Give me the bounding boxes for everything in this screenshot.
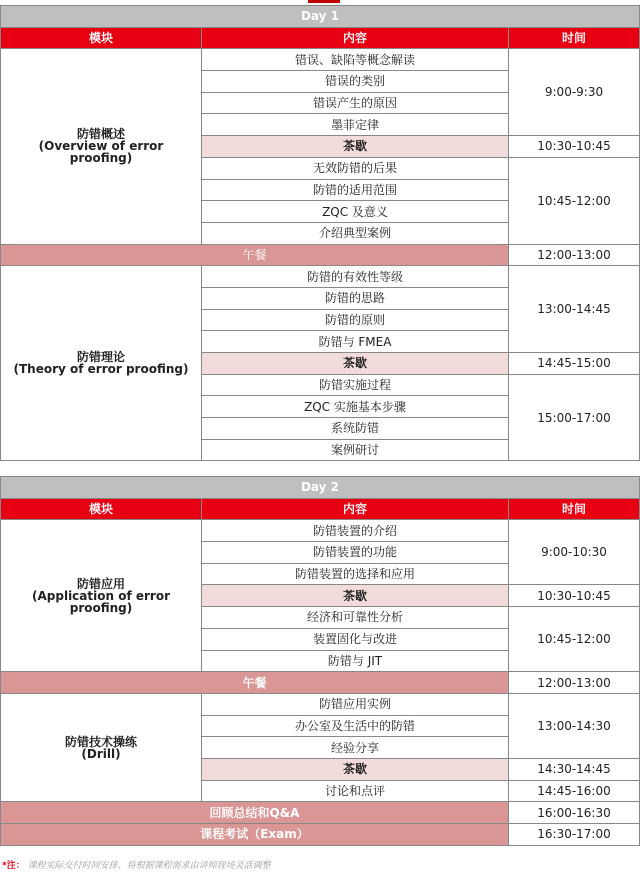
content-item: 经济和可靠性分析: [202, 607, 509, 629]
module-name: 防错概述 (Overview of error proofing): [1, 49, 202, 244]
summary-qa: 回顾总结和Q&A: [1, 802, 509, 824]
content-item: 防错装置的选择和应用: [202, 563, 509, 585]
time-slot: 14:30-14:45: [509, 758, 640, 780]
content-item: 介绍典型案例: [202, 222, 509, 244]
content-item: 防错实施过程: [202, 374, 509, 396]
column-header-time: 时间: [509, 498, 640, 520]
content-item: 防错的原则: [202, 309, 509, 331]
time-slot: 10:45-12:00: [509, 157, 640, 244]
day2-schedule-table: [0, 476, 640, 846]
content-item: 防错装置的介绍: [202, 520, 509, 542]
lunch-break: 午餐: [1, 672, 509, 694]
content-item: 防错与 FMEA: [202, 331, 509, 353]
content-item: ZQC 及意义: [202, 201, 509, 223]
footnote-prefix: *注：: [2, 861, 25, 871]
day-title: Day 1: [1, 6, 640, 28]
content-item: 错误产生的原因: [202, 92, 509, 114]
time-slot: 13:00-14:30: [509, 693, 640, 758]
time-slot: 16:00-16:30: [509, 802, 640, 824]
module-name: 防错应用 (Application of error proofing): [1, 520, 202, 672]
top-accent-bar: [308, 0, 340, 3]
content-item: 防错的思路: [202, 287, 509, 309]
content-item: 防错装置的功能: [202, 542, 509, 564]
tea-break: 茶歇: [202, 758, 509, 780]
time-slot: 14:45-16:00: [509, 780, 640, 802]
time-slot: 10:30-10:45: [509, 136, 640, 158]
tea-break: 茶歇: [202, 585, 509, 607]
content-item: 无效防错的后果: [202, 157, 509, 179]
module-name: 防错理论 (Theory of error proofing): [1, 266, 202, 461]
footnote-text: 课程实际交付时间安排、将根据课程需求由讲师现场灵活调整: [27, 861, 271, 871]
column-header-module: 模块: [1, 498, 202, 520]
footnote: [2, 858, 271, 871]
column-header-time: 时间: [509, 27, 640, 49]
content-item: 防错应用实例: [202, 693, 509, 715]
content-item: 防错的适用范围: [202, 179, 509, 201]
module-name: 防错技术操练 (Drill): [1, 693, 202, 801]
time-slot: 9:00-9:30: [509, 49, 640, 136]
content-item: 经验分享: [202, 737, 509, 759]
tea-break: 茶歇: [202, 353, 509, 375]
content-item: 错误、缺陷等概念解读: [202, 49, 509, 71]
lunch-break: 午餐: [1, 244, 509, 266]
summary-exam: 课程考试（Exam）: [1, 824, 509, 846]
content-item: 案例研讨: [202, 439, 509, 461]
column-header-content: 内容: [202, 27, 509, 49]
content-item: ZQC 实施基本步骤: [202, 396, 509, 418]
tea-break: 茶歇: [202, 136, 509, 158]
content-item: 装置固化与改进: [202, 628, 509, 650]
time-slot: 10:30-10:45: [509, 585, 640, 607]
content-item: 墨菲定律: [202, 114, 509, 136]
time-slot: 15:00-17:00: [509, 374, 640, 461]
time-slot: 9:00-10:30: [509, 520, 640, 585]
time-slot: 16:30-17:00: [509, 824, 640, 846]
content-item: 讨论和点评: [202, 780, 509, 802]
content-item: 系统防错: [202, 418, 509, 440]
column-header-content: 内容: [202, 498, 509, 520]
column-header-module: 模块: [1, 27, 202, 49]
time-slot: 14:45-15:00: [509, 353, 640, 375]
content-item: 错误的类别: [202, 71, 509, 93]
content-item: 办公室及生活中的防错: [202, 715, 509, 737]
content-item: 防错的有效性等级: [202, 266, 509, 288]
day-title: Day 2: [1, 477, 640, 499]
day1-schedule-table: [0, 5, 640, 461]
time-slot: 13:00-14:45: [509, 266, 640, 353]
time-slot: 10:45-12:00: [509, 607, 640, 672]
time-slot: 12:00-13:00: [509, 672, 640, 694]
content-item: 防错与 JIT: [202, 650, 509, 672]
time-slot: 12:00-13:00: [509, 244, 640, 266]
